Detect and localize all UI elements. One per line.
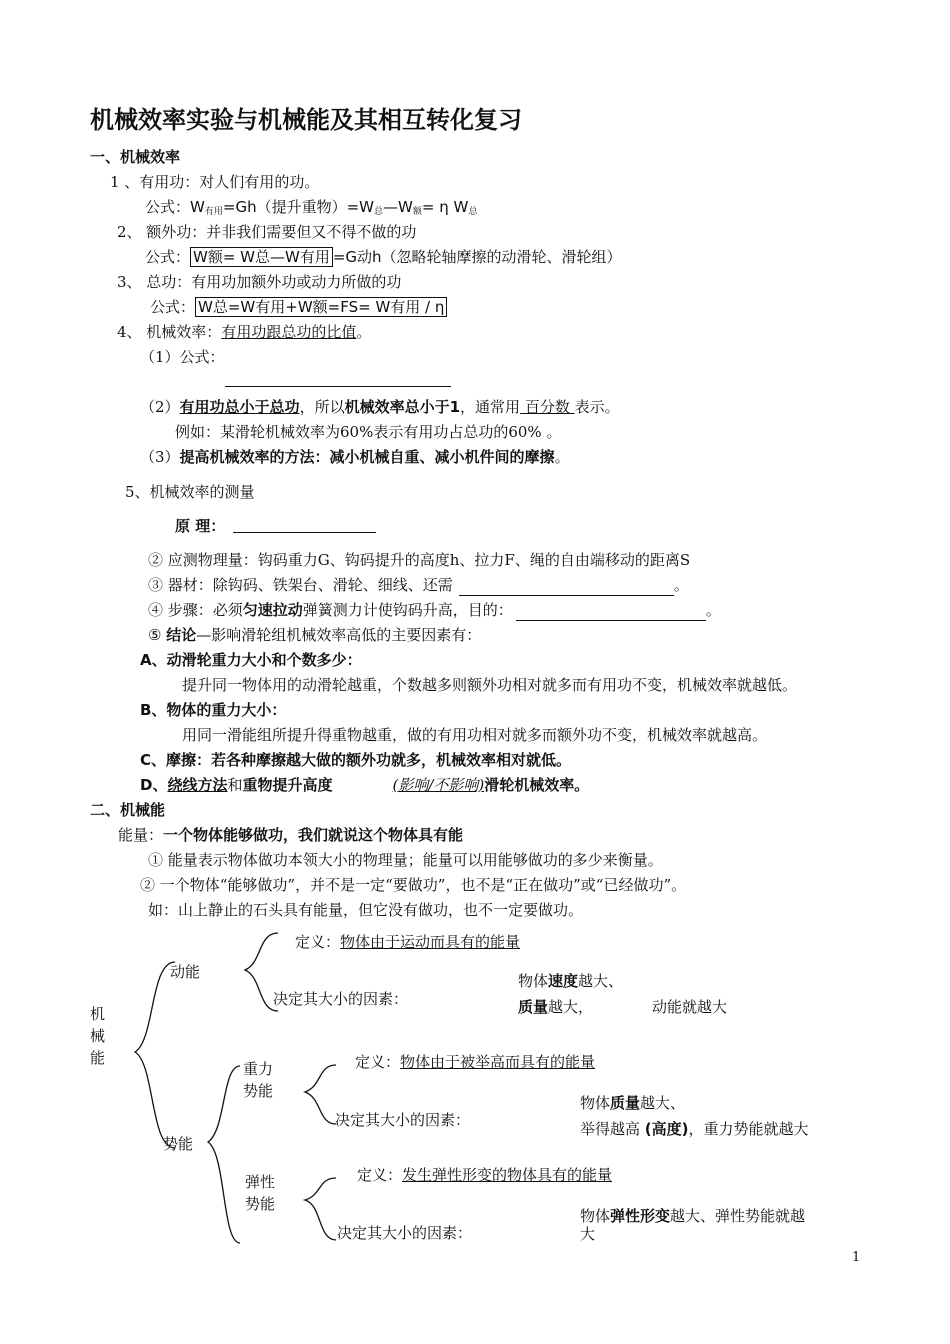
energy-definition: 能量：一个物体能够做功，我们就说这个物体具有能	[118, 826, 464, 844]
gravity-factor-height: 举得越高 (高度)，重力势能就越大	[580, 1120, 809, 1138]
kinetic-definition: 定义：物体由于运动而具有的能量	[295, 933, 521, 951]
gravity-factors-label: 决定其大小的因素：	[335, 1111, 471, 1129]
factor-b: B、物体的重力大小：	[140, 701, 287, 719]
kinetic-factor-mass: 质量越大，	[518, 998, 594, 1016]
item-measurement: 5、机械效率的测量	[125, 483, 255, 501]
step-equipment: ③ 器材：除钩码、铁架台、滑轮、细线、还需 。	[148, 576, 689, 594]
step-procedure: ④ 步骤：必须匀速拉动弹簧测力计使钩码升高，目的： 。	[148, 601, 721, 619]
tree-gravitational-potential: 重力 势能	[243, 1060, 274, 1100]
elastic-definition: 定义：发生弹性形变的物体具有的能量	[357, 1166, 613, 1184]
factor-c: C、摩擦：若各种摩擦越大做的额外功就多，机械效率相对就低。	[140, 751, 572, 769]
elastic-conclusion: 大	[580, 1225, 596, 1243]
formula-total-work: 公式： W总=W有用+W额=FS= W有用 / η	[150, 297, 447, 317]
kinetic-factor-speed: 物体速度越大、	[518, 972, 624, 990]
energy-example: 如：山上静止的石头具有能量，但它没有做功，也不一定要做功。	[148, 901, 584, 919]
gravity-definition: 定义：物体由于被举高而具有的能量	[355, 1053, 596, 1071]
energy-note-2: ② 一个物体“能够做功”，并不是一定“要做功”，也不是“正在做功”或“已经做功”。	[140, 876, 687, 894]
page-title: 机械效率实验与机械能及其相互转化复习	[90, 106, 522, 134]
item-efficiency: 4、 机械效率：有用功跟总功的比值。	[117, 323, 372, 341]
brace-main	[135, 962, 175, 1148]
efficiency-example: 例如：某滑轮机械效率为60%表示有用功占总功的60% 。	[175, 423, 562, 441]
brace-gravity	[305, 1065, 336, 1124]
elastic-factors-label: 决定其大小的因素：	[337, 1224, 473, 1242]
section-heading-mechanical-energy: 二、机械能	[90, 801, 166, 819]
kinetic-conclusion: 动能就越大	[652, 998, 728, 1016]
principle-label: 原 理：	[175, 517, 226, 535]
factor-a-text: 提升同一物体用的动滑轮越重，个数越多则额外功相对就多而有用功不变，机械效率就越低。	[182, 676, 798, 694]
brace-potential	[208, 1066, 240, 1243]
item-extra-work: 2、 额外功：并非我们需要但又不得不做的功	[117, 223, 417, 241]
tree-elastic-potential: 弹性 势能	[245, 1173, 276, 1213]
elastic-factor-deformation: 物体弹性形变越大、弹性势能就越	[580, 1207, 806, 1225]
factor-a: A、动滑轮重力大小和个数多少：	[140, 651, 362, 669]
formula-extra-work: 公式： W额= W总—W有用 =G动h（忽略轮轴摩擦的动滑轮、滑轮组）	[145, 248, 622, 266]
brace-elastic	[305, 1178, 336, 1240]
step-quantities: ② 应测物理量：钩码重力G、钩码提升的高度h、拉力F、绳的自由端移动的距离S	[148, 551, 691, 569]
item-useful-work: 1 、有用功：对人们有用的功。	[110, 173, 320, 191]
efficiency-note-2: （2）有用功总小于总功，所以机械效率总小于1，通常用 百分数 表示。	[140, 398, 620, 416]
page-number: 1	[852, 1250, 861, 1265]
efficiency-note-3: （3）提高机械效率的方法：减小机械自重、减小机件间的摩擦。	[140, 448, 570, 466]
step-conclusion: ⑤ 结论—影响滑轮组机械效率高低的主要因素有：	[148, 626, 482, 644]
kinetic-factors-label: 决定其大小的因素：	[273, 990, 409, 1008]
item-total-work: 3、 总功：有用功加额外功或动力所做的功	[117, 273, 402, 291]
tree-potential-energy: 势能	[163, 1135, 194, 1153]
gravity-factor-mass: 物体质量越大、	[580, 1094, 686, 1112]
tree-root-mechanical-energy: 机 械 能	[90, 1005, 106, 1067]
factor-d: D、绕线方法和重物提升高度 (影响/不影响)滑轮机械效率。	[140, 776, 590, 794]
energy-note-1: ① 能量表示物体做功本领大小的物理量；能量可以用能够做功的多少来衡量。	[148, 851, 663, 869]
factor-b-text: 用同一滑能组所提升得重物越重，做的有用功相对就多而额外功不变，机械效率就越高。	[182, 726, 768, 744]
section-heading-efficiency: 一、机械效率	[90, 148, 181, 166]
efficiency-formula-label: （1）公式：	[140, 348, 225, 366]
tree-kinetic-energy: 动能	[170, 963, 201, 981]
formula-useful-work: 公式：$W_{有用}=Gh$（提升重物）$=W_总—W_额= \eta$ $W_总$	[145, 198, 478, 217]
